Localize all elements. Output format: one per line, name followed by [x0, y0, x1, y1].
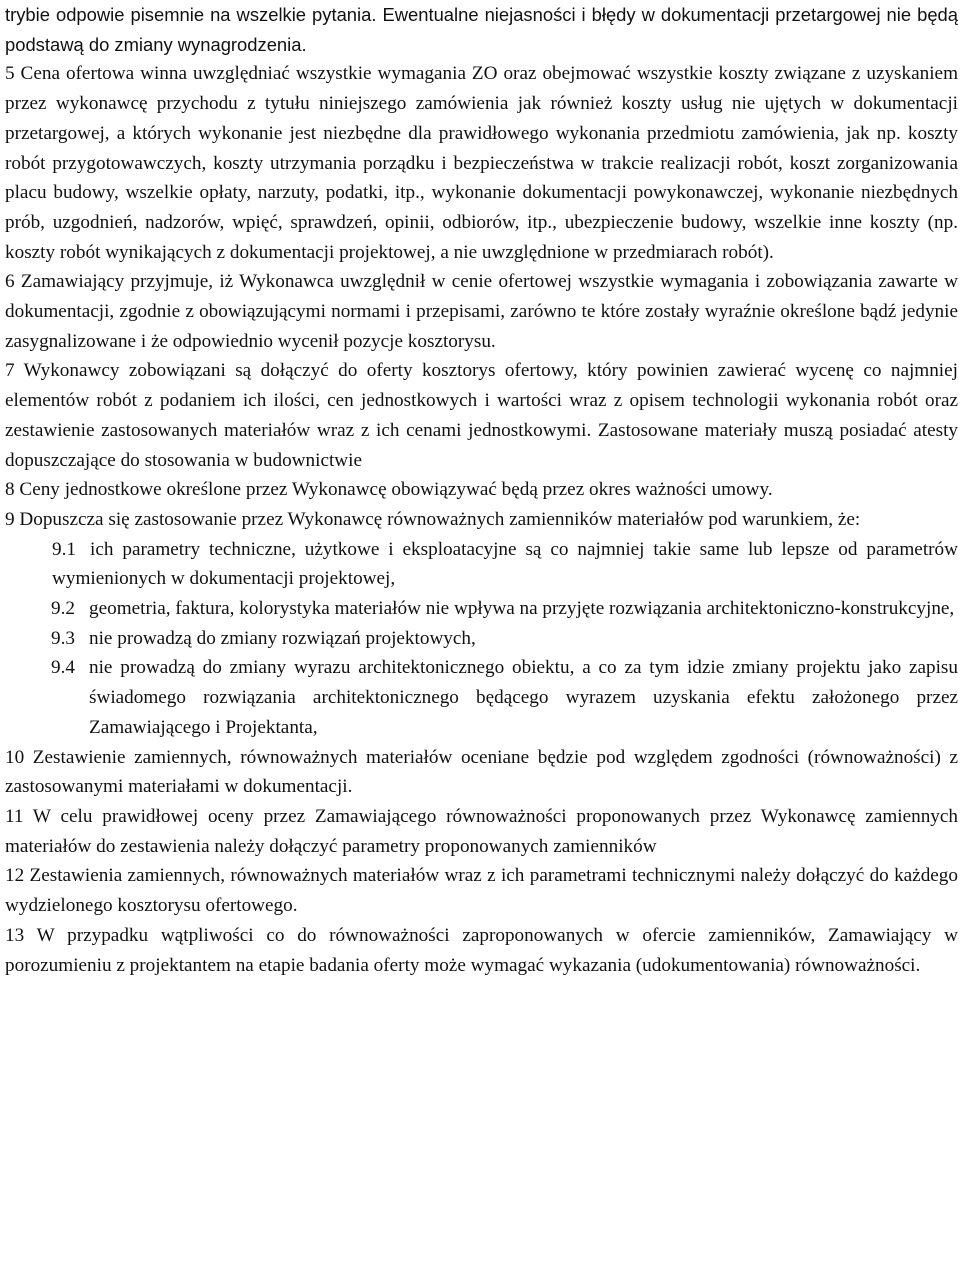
- condition-number: 9.4: [51, 657, 75, 679]
- conditions-list: [5, 535, 958, 743]
- paragraph-6: 6 Zamawiający przyjmuje, iż Wykonawca uwzględnił w cenie ofertowej wszystkie wymagania i zobowiązania zawarte w dokumentacji, zgodnie z obowiązującymi normami i przepisami, zarówno te które zostały wyraźnie określone bądź jedynie zasygnalizowane i że odpowiednio wycenił pozycje kosztorysu.: [5, 271, 958, 352]
- paragraph-10: 10 Zestawienie zamiennych, równoważnych materiałów oceniane będzie pod względem zgodności (równoważności) z zastosowanymi materiałami w dokumentacji.: [5, 746, 958, 798]
- condition-number: 9.3: [51, 627, 75, 649]
- condition-item: [5, 594, 958, 624]
- condition-text: ich parametry techniczne, użytkowe i eksploatacyjne są co najmniej takie same lub lepsze od parametrów wymienionych w dokumentacji projektowej,: [52, 538, 958, 590]
- paragraph-5: 5 Cena ofertowa winna uwzględniać wszystkie wymagania ZO oraz obejmować wszystkie koszty związane z uzyskaniem przez wykonawcę przychodu z tytułu niniejszego zamówienia jak również koszty usług nie ujętych w dokumentacji przetargowej, a których wykonanie jest niezbędne dla prawidłowego wykonania przedmiotu zamówienia, jak np. koszty robót przygotowawczych, koszty utrzymania porządku i bezpieczeństwa w trakcie realizacji robót, koszt zorganizowania placu budowy, wszelkie opłaty, narzuty, podatki, itp., wykonanie dokumentacji powykonawczej, wykonanie niezbędnych prób, uzgodnień, nadzorów, wpięć, sprawdzeń, opinii, odbiorów, itp., ubezpieczenie budowy, wszelkie inne koszty (np. koszty robót wynikających z dokumentacji projektowej, a nie uwzględnione w przedmiarach robót).: [5, 63, 958, 263]
- paragraph-intro: trybie odpowie pisemnie na wszelkie pytania. Ewentualne niejasności i błędy w dokumentacji przetargowej nie będą podstawą do zmiany wynagrodzenia.: [5, 4, 958, 55]
- condition-item: [5, 653, 958, 742]
- paragraph-11: 11 W celu prawidłowej oceny przez Zamawiającego równoważności proponowanych przez Wykonawcę zamiennych materiałów do zestawienia należy dołączyć parametry proponowanych zamienników: [5, 805, 958, 857]
- condition-text: nie prowadzą do zmiany rozwiązań projektowych,: [89, 627, 476, 649]
- condition-number: 9.2: [51, 598, 75, 620]
- condition-text: nie prowadzą do zmiany wyrazu architektonicznego obiektu, a co za tym idzie zmiany projektu jako zapisu świadomego rozwiązania architektonicznego będącego wyrazem uzyskania efektu założonego przez Zamawiającego i Projektanta,: [89, 657, 958, 738]
- condition-number: 9.1: [52, 538, 76, 560]
- paragraph-13: 13 W przypadku wątpliwości co do równoważności zaproponowanych w ofercie zamienników, Zamawiający w porozumieniu z projektantem na etapie badania oferty może wymagać wykazania (udokumentowania) równoważności.: [5, 924, 958, 976]
- paragraph-9: 9 Dopuszcza się zastosowanie przez Wykonawcę równoważnych zamienników materiałów pod warunkiem, że:: [5, 508, 861, 530]
- paragraph-8: 8 Ceny jednostkowe określone przez Wykonawcę obowiązywać będą przez okres ważności umowy.: [5, 479, 773, 501]
- document-page: [5, 0, 958, 980]
- paragraph-7: 7 Wykonawcy zobowiązani są dołączyć do oferty kosztorys ofertowy, który powinien zawierać wycenę co najmniej elementów robót z podaniem ich ilości, cen jednostkowych i wartości wraz z opisem technologii wykonania robót oraz zestawienie zastosowanych materiałów wraz z ich cenami jednostkowymi. Zastosowane materiały muszą posiadać atesty dopuszczające do stosowania w budownictwie: [5, 360, 958, 471]
- condition-item: [5, 624, 958, 654]
- condition-text: geometria, faktura, kolorystyka materiałów nie wpływa na przyjęte rozwiązania architektoniczno-konstrukcyjne,: [89, 598, 955, 620]
- condition-item: [5, 535, 958, 594]
- paragraph-12: 12 Zestawienia zamiennych, równoważnych materiałów wraz z ich parametrami technicznymi należy dołączyć do każdego wydzielonego kosztorysu ofertowego.: [5, 865, 958, 917]
